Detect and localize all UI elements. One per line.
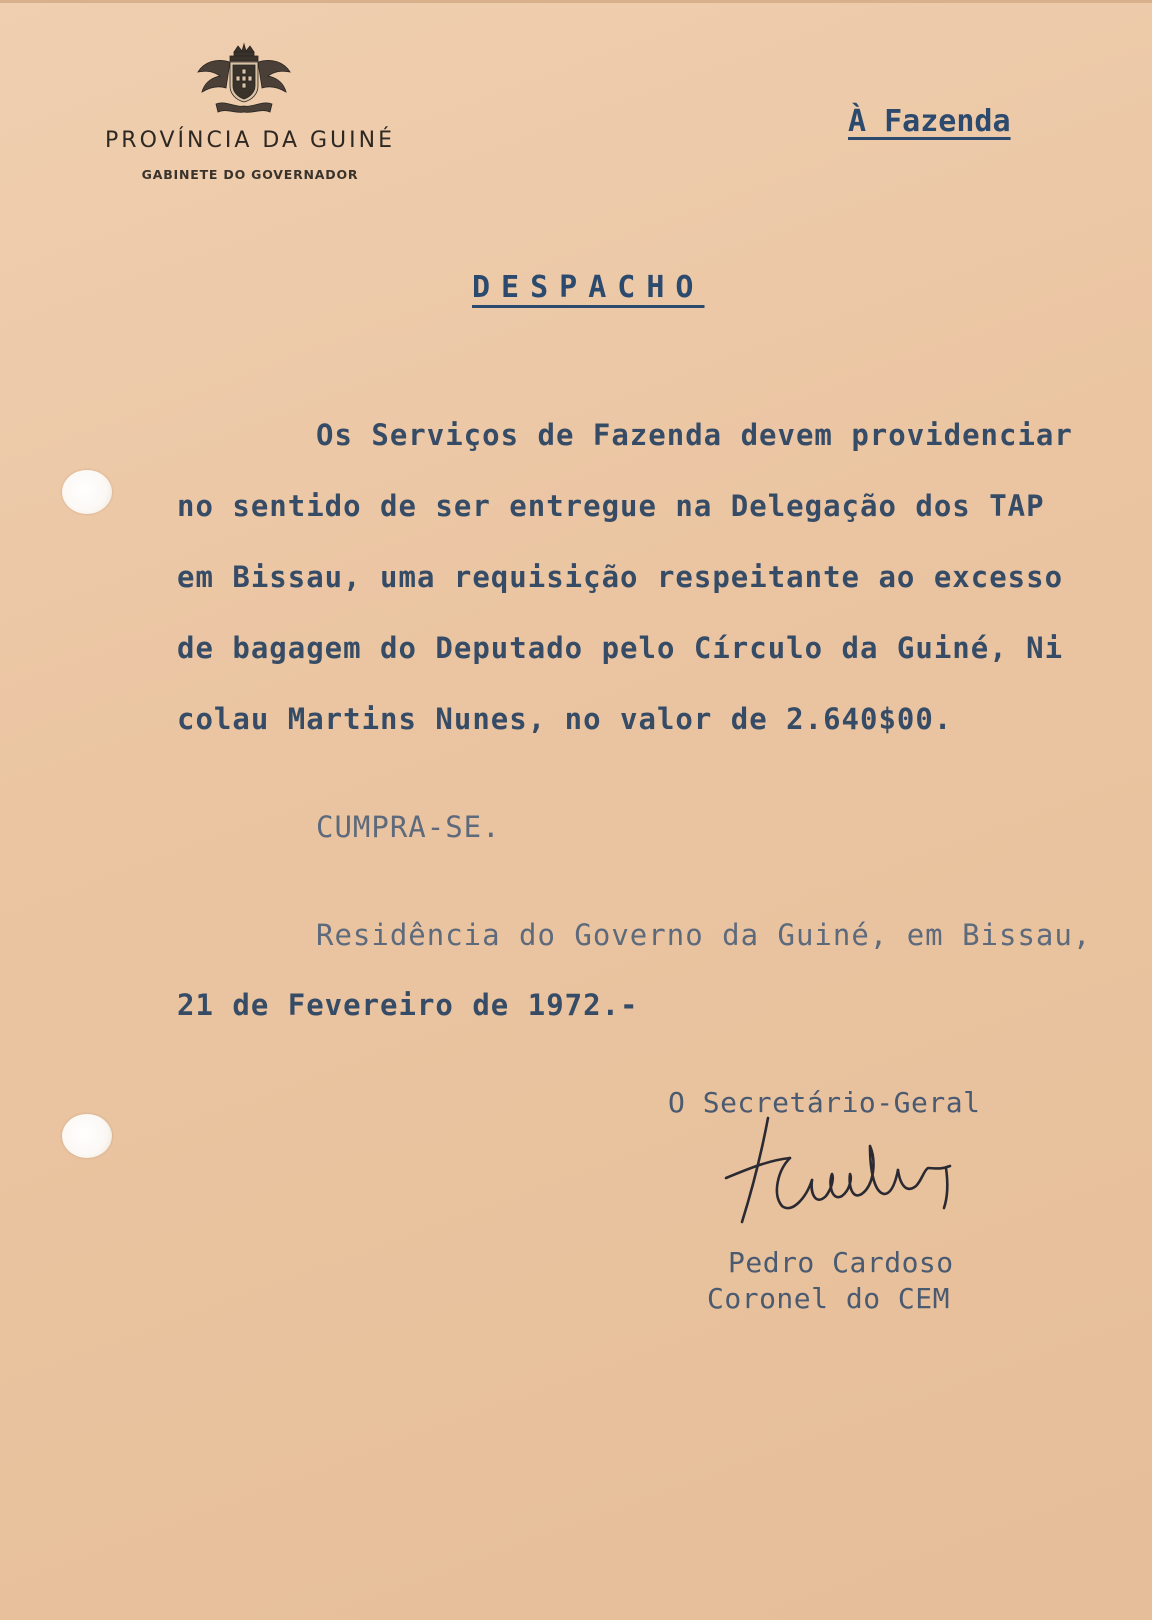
letterhead-office: GABINETE DO GOVERNADOR [141, 167, 359, 182]
body-line: Os Serviços de Fazenda devem providenciar [316, 418, 1073, 452]
signatory-rank: Coronel do CEM [707, 1282, 951, 1315]
addressee: À Fazenda [848, 104, 1011, 139]
coat-of-arms-icon [196, 42, 292, 116]
body-line: no sentido de ser entregue na Delegação dos TAP [177, 489, 1045, 523]
signatory-role: O Secretário-Geral [668, 1086, 981, 1119]
place-line: Residência do Governo da Guiné, em Bissau, [316, 918, 1092, 952]
punch-hole [62, 470, 112, 514]
document-title: DESPACHO [472, 270, 705, 305]
page-edge [0, 0, 1152, 3]
signatory-name: Pedro Cardoso [728, 1246, 954, 1279]
body-line: em Bissau, uma requisição respeitante ao excesso [177, 560, 1064, 594]
handwritten-signature-icon [720, 1110, 1020, 1230]
body-line: colau Martins Nunes, no valor de 2.640$00. [177, 702, 953, 736]
order-line: CUMPRA-SE. [316, 810, 501, 844]
letterhead-province: PROVÍNCIA DA GUINÉ [105, 128, 395, 153]
body-line: de bagagem do Deputado pelo Círculo da Guiné, Ni [177, 631, 1064, 665]
punch-hole [62, 1114, 112, 1158]
date-line: 21 de Fevereiro de 1972.- [177, 988, 639, 1022]
